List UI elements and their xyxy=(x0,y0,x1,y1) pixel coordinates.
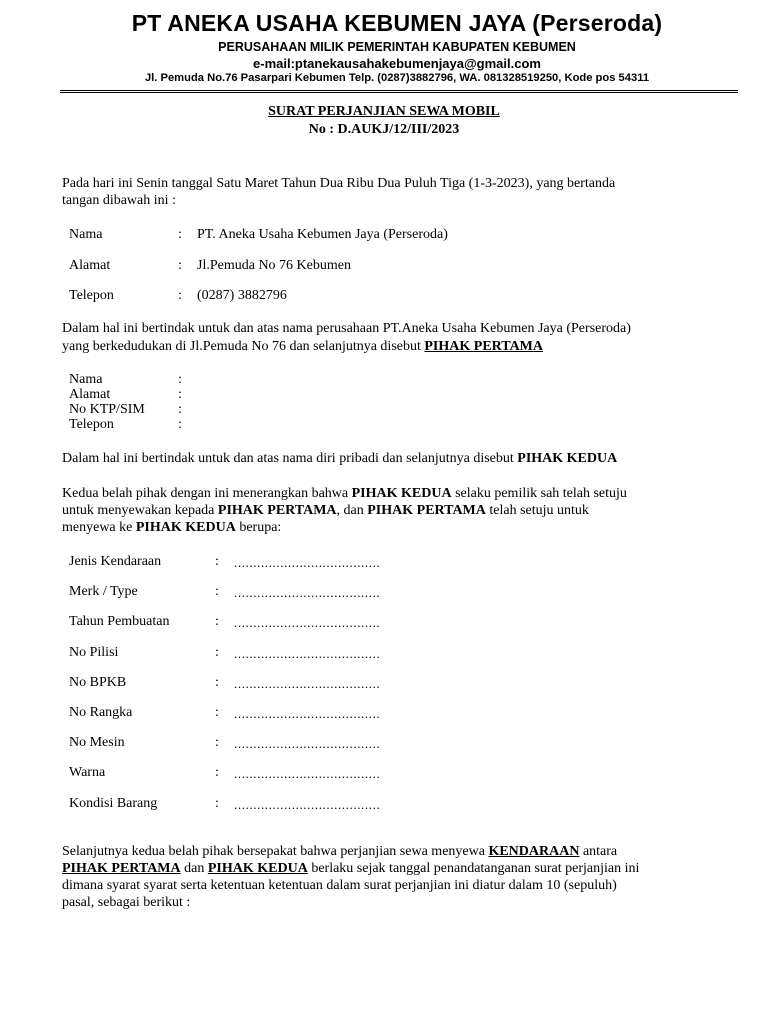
vehicle-color-blank: ...................................... xyxy=(234,766,381,781)
party-one-address-value: Jl.Pemuda No 76 Kebumen xyxy=(197,258,351,273)
letterhead-divider-top xyxy=(60,90,738,91)
pihak-kedua-term: PIHAK KEDUA xyxy=(207,861,308,876)
vehicle-brand-label: Merk / Type xyxy=(69,584,138,599)
vehicle-chassis-blank: ...................................... xyxy=(234,706,381,721)
company-subtitle: PERUSAHAAN MILIK PEMERINTAH KABUPATEN KEBUMEN xyxy=(218,40,576,54)
party-one-statement-line-2 xyxy=(62,338,543,355)
document-title: SURAT PERJANJIAN SEWA MOBIL xyxy=(268,104,500,119)
vehicle-chassis-colon: : xyxy=(215,705,219,720)
pihak-pertama-term: PIHAK PERTAMA xyxy=(367,503,486,518)
closing-line-2 xyxy=(62,860,639,877)
party-one-address-label: Alamat xyxy=(69,258,111,273)
party-two-id-label: No KTP/SIM xyxy=(69,402,145,417)
vehicle-condition-label: Kondisi Barang xyxy=(69,796,158,811)
vehicle-plate-label: No Pilisi xyxy=(69,645,119,660)
party-one-statement-line-1: Dalam hal ini bertindak untuk dan atas nama perusahaan PT.Aneka Usaha Kebumen Jaya (Perseroda) xyxy=(62,321,631,336)
party-two-address-label: Alamat xyxy=(69,387,111,402)
company-address: Jl. Pemuda No.76 Pasarpari Kebumen Telp. (0287)3882796, WA. 081328519250, Kode pos 54311 xyxy=(144,72,650,84)
vehicle-bpkb-label: No BPKB xyxy=(69,675,127,690)
agreement-text: selaku pemilik sah telah setuju xyxy=(451,486,627,501)
vehicle-type-label: Jenis Kendaraan xyxy=(69,554,162,569)
intro-line-1: Pada hari ini Senin tanggal Satu Maret Tahun Dua Ribu Dua Puluh Tiga (1-3-2023), yang bertanda xyxy=(62,176,616,191)
vehicle-year-blank: ...................................... xyxy=(234,615,381,630)
pihak-pertama-term: PIHAK PERTAMA xyxy=(217,503,337,518)
closing-line-3: dimana syarat syarat serta ketentuan ketentuan dalam surat perjanjian ini diatur dalam 10 (sepuluh) xyxy=(62,878,617,893)
party-two-statement xyxy=(62,450,617,467)
vehicle-engine-blank: ...................................... xyxy=(234,736,381,751)
company-name: PT ANEKA USAHA KEBUMEN JAYA (Perseroda) xyxy=(131,10,663,36)
vehicle-plate-blank: ...................................... xyxy=(234,646,381,661)
party-two-statement-text: Dalam hal ini bertindak untuk dan atas nama diri pribadi dan selanjutnya disebut xyxy=(62,451,518,466)
party-one-statement-text: yang berkedudukan di Jl.Pemuda No 76 dan selanjutnya disebut xyxy=(62,339,425,354)
agreement-line-1 xyxy=(62,485,627,502)
agreement-text: Kedua belah pihak dengan ini menerangkan bahwa xyxy=(62,486,352,501)
vehicle-type-colon: : xyxy=(215,554,219,569)
party-one-phone-value: (0287) 3882796 xyxy=(197,288,287,303)
vehicle-plate-colon: : xyxy=(215,645,219,660)
kendaraan-term: KENDARAAN xyxy=(488,844,580,859)
pihak-kedua-term: PIHAK KEDUA xyxy=(351,486,452,501)
closing-line-4: pasal, sebagai berikut : xyxy=(62,895,191,910)
closing-text: antara xyxy=(579,844,618,859)
agreement-line-2 xyxy=(62,502,589,519)
vehicle-bpkb-blank: ...................................... xyxy=(234,676,381,691)
vehicle-color-label: Warna xyxy=(69,765,106,780)
vehicle-year-label: Tahun Pembuatan xyxy=(69,614,170,629)
agreement-text: , dan xyxy=(336,503,368,518)
party-one-name-value: PT. Aneka Usaha Kebumen Jaya (Perseroda) xyxy=(197,227,448,242)
agreement-line-3 xyxy=(62,519,281,536)
company-email: e-mail:ptanekausahakebumenjaya@gmail.com xyxy=(253,56,541,71)
vehicle-engine-colon: : xyxy=(215,735,219,750)
closing-text: dan xyxy=(180,861,208,876)
party-two-phone-label: Telepon xyxy=(69,417,114,432)
agreement-text: berupa: xyxy=(235,520,282,535)
intro-line-2: tangan dibawah ini : xyxy=(62,193,176,208)
party-two-phone-colon: : xyxy=(178,417,182,432)
closing-text: berlaku sejak tanggal penandatanganan surat perjanjian ini xyxy=(307,861,640,876)
pihak-pertama-term: PIHAK PERTAMA xyxy=(62,861,181,876)
closing-line-1 xyxy=(62,843,617,860)
party-one-name-colon: : xyxy=(178,227,182,242)
vehicle-type-blank: ...................................... xyxy=(234,555,381,570)
party-one-phone-label: Telepon xyxy=(69,288,114,303)
pihak-pertama-term: PIHAK PERTAMA xyxy=(424,339,544,354)
agreement-text: telah setuju untuk xyxy=(485,503,589,518)
vehicle-engine-label: No Mesin xyxy=(69,735,125,750)
vehicle-condition-blank: ...................................... xyxy=(234,797,381,812)
party-one-address-colon: : xyxy=(178,258,182,273)
closing-text: Selanjutnya kedua belah pihak bersepakat bahwa perjanjian sewa menyewa xyxy=(62,844,489,859)
pihak-kedua-term: PIHAK KEDUA xyxy=(135,520,236,535)
agreement-text: untuk menyewakan kepada xyxy=(62,503,218,518)
party-one-phone-colon: : xyxy=(178,288,182,303)
vehicle-condition-colon: : xyxy=(215,796,219,811)
party-two-id-colon: : xyxy=(178,402,182,417)
document-number: No : D.AUKJ/12/III/2023 xyxy=(308,122,460,137)
agreement-text: menyewa ke xyxy=(62,520,136,535)
party-two-address-colon: : xyxy=(178,387,182,402)
vehicle-chassis-label: No Rangka xyxy=(69,705,133,720)
party-two-name-label: Nama xyxy=(69,372,103,387)
party-two-name-colon: : xyxy=(178,372,182,387)
vehicle-bpkb-colon: : xyxy=(215,675,219,690)
pihak-kedua-term: PIHAK KEDUA xyxy=(517,451,618,466)
vehicle-brand-colon: : xyxy=(215,584,219,599)
vehicle-color-colon: : xyxy=(215,765,219,780)
party-one-name-label: Nama xyxy=(69,227,103,242)
vehicle-year-colon: : xyxy=(215,614,219,629)
letterhead-divider-bottom xyxy=(60,92,738,93)
vehicle-brand-blank: ...................................... xyxy=(234,585,381,600)
